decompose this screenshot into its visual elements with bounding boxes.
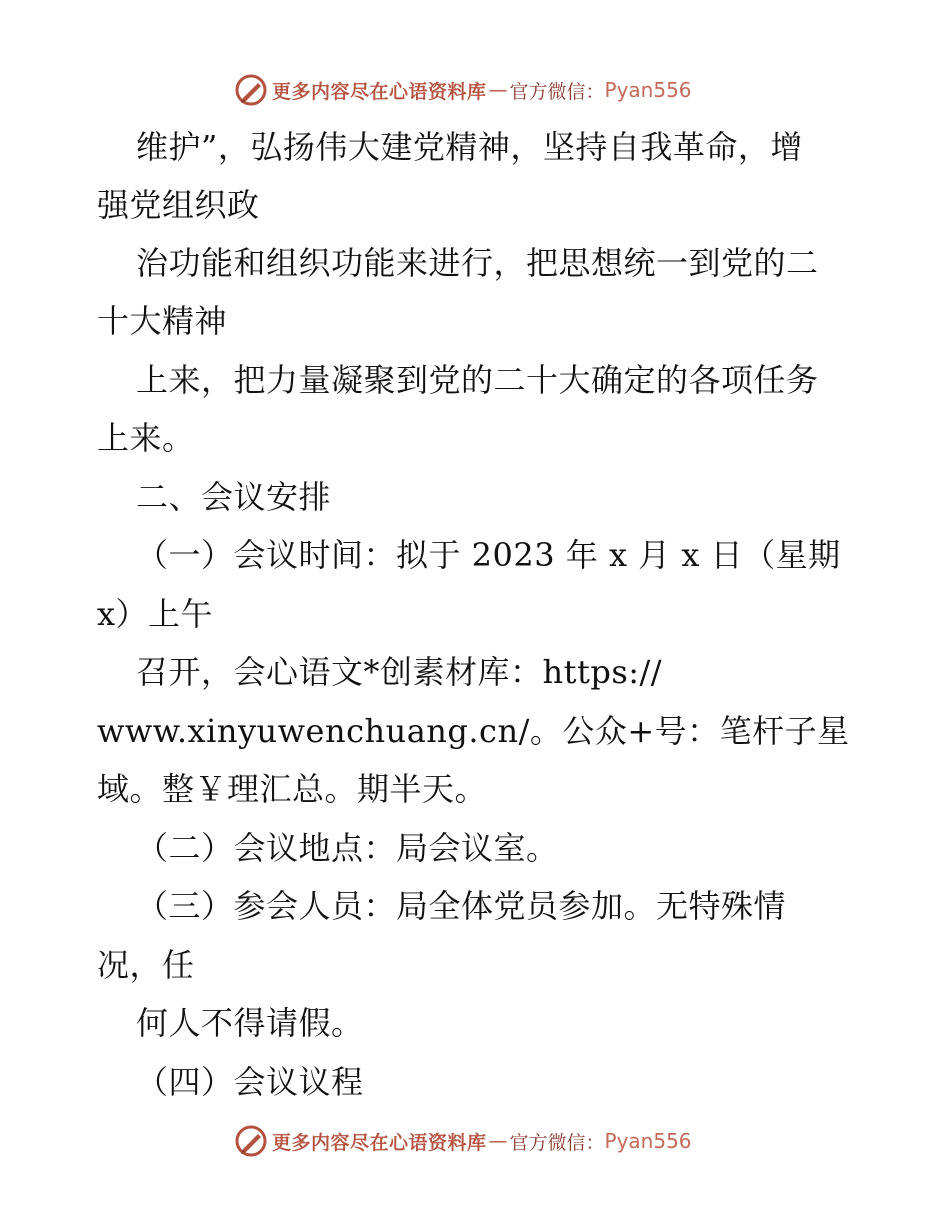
footer-watermark [234,1123,692,1159]
pen-logo-icon [234,73,268,107]
body-line: 强党组织政 [97,186,260,224]
body-line: www.xinyuwenchuang.cn/。公众+号：笔杆子星 [97,712,850,750]
watermark-wechat-label: 官方微信： [509,1131,605,1154]
body-line: 治功能和组织功能来进行，把思想统一到党的二 [136,244,819,282]
body-line: 何人不得请假。 [136,1004,364,1042]
watermark-separator: — [488,1130,508,1152]
body-line: （四）会议议程 [136,1063,364,1101]
body-line: 十大精神 [97,302,228,340]
watermark-wechat-id: Pyan556 [604,1129,692,1153]
watermark-site-text: 更多内容尽在心语资料库 [272,80,487,103]
pen-logo-icon [234,1124,268,1158]
watermark-wechat-id: Pyan556 [604,78,692,102]
body-line: 况，任 [97,946,195,984]
body-line: 域。整￥理汇总。期半天。 [97,770,488,808]
body-line: 上来，把力量凝聚到党的二十大确定的各项任务 [136,361,819,399]
body-line: 维护”，弘扬伟大建党精神，坚持自我革命，增 [136,128,803,166]
body-line: （三）参会人员：局全体党员参加。无特殊情 [136,887,787,925]
body-line: 上来。 [97,419,195,457]
header-watermark [234,72,692,108]
body-line: （二）会议地点：局会议室。 [136,829,559,867]
section-heading: 二、会议安排 [136,478,332,516]
body-line: 召开，会心语文*创素材库：https:// [136,653,663,691]
watermark-site-text: 更多内容尽在心语资料库 [272,1131,487,1154]
body-line: x）上午 [97,595,214,633]
watermark-wechat-label: 官方微信： [509,80,605,103]
watermark-separator: — [488,79,508,101]
body-line: （一）会议时间：拟于 2023 年 x 月 x 日（星期 [136,536,841,574]
